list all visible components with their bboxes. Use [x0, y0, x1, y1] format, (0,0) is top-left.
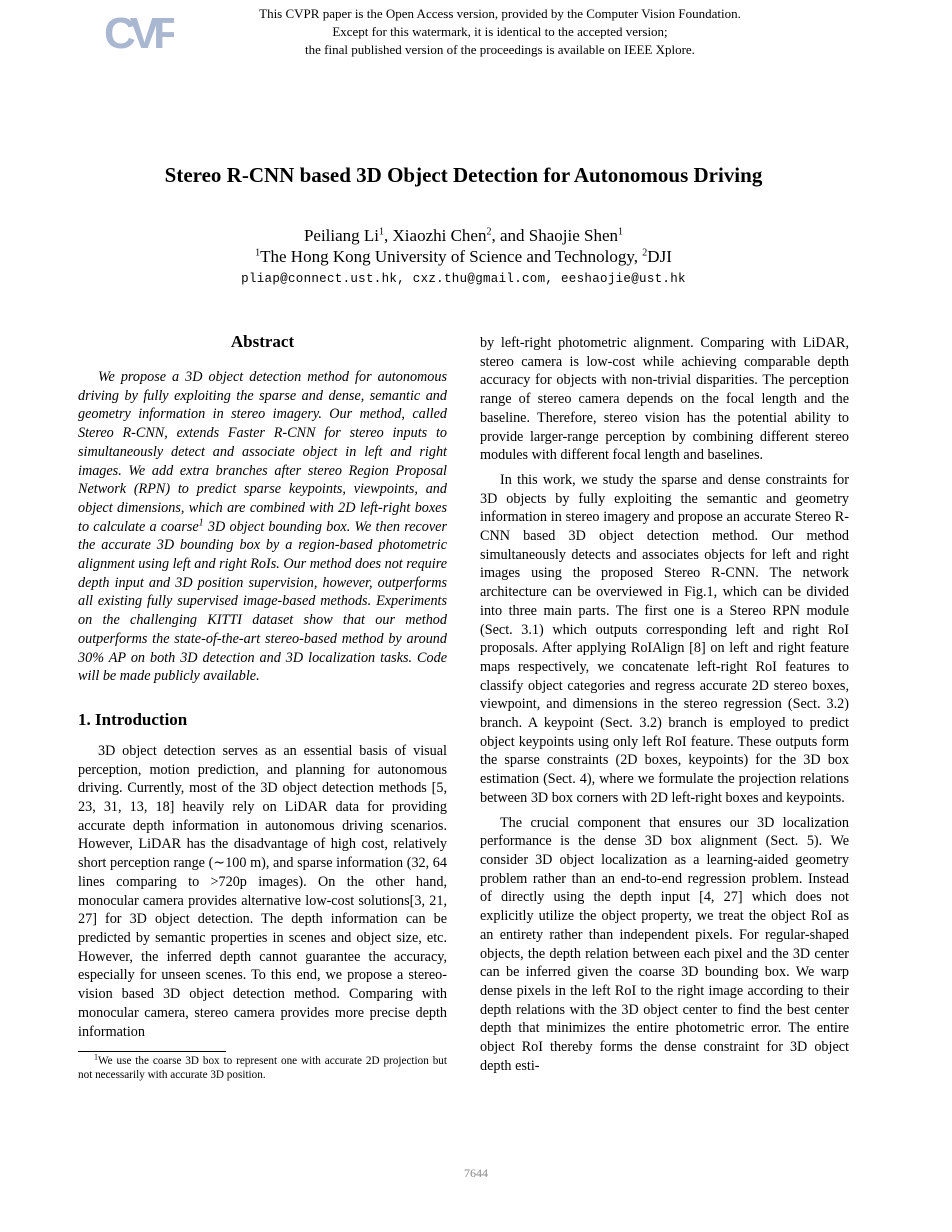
author-name: Shaojie Shen [528, 226, 619, 245]
page-number: 7644 [464, 1166, 488, 1180]
abstract-heading: Abstract [230, 332, 295, 351]
author-affiliations [0, 246, 927, 267]
abstract-text-part: 3D object bounding box. We then recover the accurate 3D bounding box by a region-based photometric alignment using left and right RoIs. Our method does not require depth input and 3D position supervision, however, outperforms all existing fully supervised image-based methods. Experiments on the challenging KITTI dataset show that our method outperforms the state-of-the-art stereo-based method by around 30% AP on both 3D detection and 3D localization tasks. Code will be made publicly available. [78, 518, 448, 685]
right-column [480, 334, 849, 1075]
author-block [0, 225, 927, 267]
left-column [78, 330, 447, 1082]
author-affiliation-mark: 1 [618, 226, 624, 238]
author-name: Xiaozhi Chen [392, 226, 487, 245]
author-name: Peiliang Li [303, 226, 380, 245]
paragraph: by left-right photometric alignment. Comparing with LiDAR, stereo camera is low-cost while achieving comparable depth accuracy for objects with non-trivial disparities. The perception range of stereo camera depends on the focal length and the baseline. Therefore, stereo vision has the potential ability to provide larger-range perception by combining different stereo modules with different focal length and baselines. [480, 335, 849, 464]
footnote [78, 1054, 447, 1082]
author-names: Peiliang Li$^1$, Xiaozhi Chen$^2$, and Shaojie Shen$^1$ [303, 226, 624, 245]
footnote-text: We use the coarse 3D box to represent one with accurate 2D projection but not necessarily with accurate 3D position. [78, 1055, 447, 1082]
paper-title: Stereo R-CNN based 3D Object Detection for Autonomous Driving [164, 163, 763, 187]
author-affiliation-mark: 1 [379, 226, 385, 238]
cvf-logo-text: CVF [104, 10, 174, 54]
footnote-mark: 1 [94, 1052, 98, 1062]
author-affiliation-mark: 2 [486, 226, 492, 238]
footnote-mark: 1 [198, 516, 204, 528]
affiliation-mark: 2 [642, 247, 648, 259]
watermark-line: This CVPR paper is the Open Access version, provided by the Computer Vision Foundation. [259, 6, 741, 21]
affiliation-mark: 1 [255, 247, 261, 259]
paragraph: The crucial component that ensures our 3D localization performance is the dense 3D box alignment (Sect. 5). We consider 3D object localization as a learning-aided geometry problem rather than an end-to-end regression problem. Instead of directly using the depth input [4, 27] which does not explicitly utilize the object property, we treat the object RoI as an entirety rather than independent pixels. For regular-shaped objects, the depth relation between each pixel and the 3D center can be inferred given the coarse 3D bounding box. We warp dense pixels in the left RoI to the right image according to their depth relations with the 3D object center to find the best center depth that minimizes the entire photometric error. The entire object RoI thereby forms the dense constraint for 3D object depth esti- [480, 814, 849, 1074]
watermark-line: the final published version of the proceedings is available on IEEE Xplore. [305, 42, 695, 57]
affiliation-name: DJI [647, 247, 672, 266]
section-heading-introduction: 1. Introduction [78, 709, 188, 729]
abstract-text [78, 368, 447, 686]
author-emails: pliap@connect.ust.hk, cxz.thu@gmail.com, eeshaojie@ust.hk [241, 272, 686, 286]
watermark-line: Except for this watermark, it is identical to the accepted version; [332, 24, 668, 39]
paragraph: 3D object detection serves as an essential basis of visual perception, motion prediction, and planning for autonomous driving. Currently, most of the 3D object detection methods [5, 23, 31, 13, 18] heavily rely on LiDAR data for providing accurate depth information in autonomous driving scenarios. However, LiDAR has the disadvantage of high cost, relatively short perception range (∼100 m), and sparse information (32, 64 lines comparing to >720p images). On the other hand, monocular camera provides alternative low-cost solutions[3, 21, 27] for 3D object detection. The depth information can be predicted by semantic properties in scenes and object size, etc. However, the inferred depth cannot guarantee the accuracy, especially for unseen scenes. To this end, we propose a stereo-vision based 3D object detection method. Comparing with monocular camera, stereo camera provides more precise depth information [78, 742, 447, 1040]
open-access-watermark [150, 5, 850, 59]
paragraph: In this work, we study the sparse and dense constraints for 3D objects by fully exploiting the semantic and geometry information in stereo imagery and propose an accurate Stereo R-CNN based 3D object detection method. Our method simultaneously detects and associates objects for left and right images using the proposed Stereo R-CNN. The network architecture can be overviewed in Fig.1, which can be divided into three main parts. The first one is a Stereo RPN module (Sect. 3.1) which outputs corresponding left and right RoI proposals. After applying RoIAlign [8] on left and right feature maps respectively, we concatenate left-right RoI features to classify object categories and regress accurate 2D stereo boxes, viewpoint, and dimensions in the stereo regression (Sect. 3.2) branch. A keypoint (Sect. 3.2) branch is employed to predict object keypoints using only left RoI feature. These outputs form the sparse constraints (2D boxes, keypoints) for the 3D box estimation (Sect. 4), where we formulate the projection relations between 3D box corners with 2D left-right boxes and keypoints. [480, 471, 849, 806]
abstract-text-part: We propose a 3D object detection method for autonomous driving by fully exploiting the sparse and dense, semantic and geometry information in stereo imagery. Our method, called Stereo R-CNN, extends Faster R-CNN for stereo inputs to simultaneously detect and associate object in left and right images. We add extra branches after stereo Region Proposal Network (RPN) to predict sparse keypoints, viewpoints, and object dimensions, which are combined with 2D left-right boxes to calculate a coarse [78, 369, 447, 535]
footnote-divider [78, 1051, 226, 1052]
affiliation-name: The Hong Kong University of Science and Technology, [260, 247, 639, 266]
